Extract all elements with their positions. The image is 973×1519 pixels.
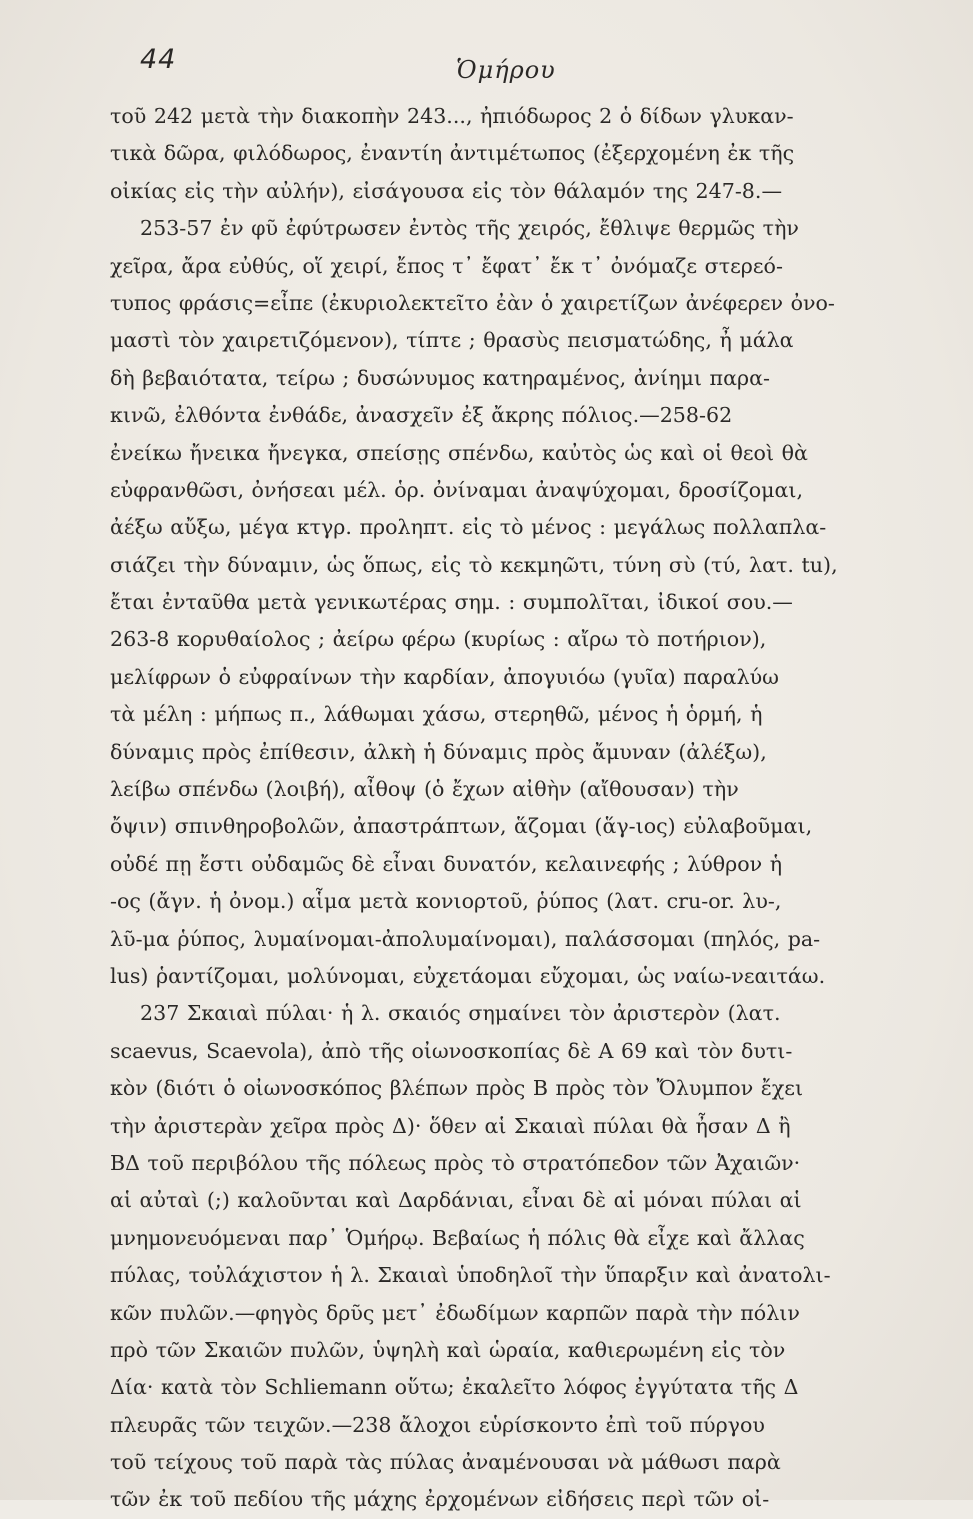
text-line: λείβω σπένδω (λοιβή), αἶθοψ (ὁ ἔχων αἰθὴν (αἴθουσαν) τὴν [110, 777, 739, 802]
text-line: οὐδέ πῃ ἔστι οὐδαμῶς δὲ εἶναι δυνατόν, κελαινεφής ; λύθρον ἡ [110, 851, 783, 876]
text-line: κινῶ, ἐλθόντα ἐνθάδε, ἀνασχεῖν ἐξ ἄκρης πόλιος.—258-62 [110, 403, 733, 428]
text-line: χεῖρα, ἄρα εὐθύς, οἵ χειρί, ἔπος τ᾽ ἔφατ᾽ ἔκ τ᾽ ὀνόμαζε στερεό- [110, 253, 783, 278]
text-line: 253-57 ἐν φῦ ἐφύτρωσεν ἐντὸς τῆς χειρός, ἔθλιψε θερμῶς τὴν [140, 216, 799, 241]
running-head: Ὁμήρου [456, 56, 556, 84]
commentary-text [110, 98, 870, 1519]
text-line: Δία· κατὰ τὸν Schliemann οὕτω; ἐκαλεῖτο λόφος ἐγγύτατα τῆς Δ [110, 1375, 799, 1400]
text-line: δὴ βεβαιότατα, τείρω ; δυσώνυμος κατηραμένος, ἀνίημι παρα- [110, 365, 770, 390]
text-line: δύναμις πρὸς ἐπίθεσιν, ἀλκὴ ἡ δύναμις πρὸς ἄμυναν (ἀλέξω), [110, 739, 767, 764]
text-line: αἱ αὐταὶ (;) καλοῦνται καὶ Δαρδάνιαι, εἶναι δὲ αἱ μόναι πύλαι αἱ [110, 1188, 802, 1213]
text-line: ἐνείκω ἤνεικα ἤνεγκα, σπείσῃς σπένδω, καὐτὸς ὡς καὶ οἱ θεοὶ θὰ [110, 440, 808, 465]
text-line: ἀέξω αὔξω, μέγα κτγρ. προληπτ. εἰς τὸ μένος : μεγάλως πολλαπλα- [110, 515, 827, 540]
text-line: 263-8 κορυθαίολος ; ἀείρω φέρω (κυρίως : αἴρω τὸ ποτήριον), [110, 627, 767, 652]
text-line: κῶν πυλῶν.—φηγὸς δρῦς μετ᾽ ἐδωδίμων καρπῶν παρὰ τὴν πόλιν [110, 1300, 800, 1325]
text-line: τυπος φράσις=εἶπε (ἐκυριολεκτεῖτο ἐὰν ὁ χαιρετίζων ἀνέφερεν ὀνο- [110, 290, 835, 315]
text-line: ἔται ἐνταῦθα μετὰ γενικωτέρας σημ. : συμπολῖται, ἰδικοί σου.— [110, 590, 793, 615]
text-line: λῦ-μα ῥύπος, λυμαίνομαι-ἀπολυμαίνομαι), παλάσσομαι (πηλός, pa- [110, 926, 821, 951]
text-line: μνημονευόμεναι παρ᾽ Ὁμήρῳ. Βεβαίως ἡ πόλις θὰ εἶχε καὶ ἄλλας [110, 1225, 805, 1250]
text-line: τικὰ δῶρα, φιλόδωρος, ἐναντίη ἀντιμέτωπος (ἐξερχομένη ἐκ τῆς [110, 141, 795, 166]
text-line: ΒΔ τοῦ περιβόλου τῆς πόλεως πρὸς τὸ στρατόπεδον τῶν Ἀχαιῶν· [110, 1150, 801, 1175]
text-line: τῶν ἐκ τοῦ πεδίου τῆς μάχης ἐρχομένων εἰδήσεις περὶ τῶν οἰ- [110, 1487, 770, 1512]
text-line: μαστὶ τὸν χαιρετιζόμενον), τίπτε ; θρασὺς πεισματώδης, ἦ μάλα [110, 328, 794, 353]
text-line: τὰ μέλη : μήπως π., λάθωμαι χάσω, στερηθῶ, μένος ἡ ὁρμή, ἡ [110, 702, 763, 727]
text-line: κὸν (διότι ὁ οἰωνοσκόπος βλέπων πρὸς Β πρὸς τὸν Ὄλυμπον ἔχει [110, 1076, 804, 1101]
text-line: μελίφρων ὁ εὐφραίνων τὴν καρδίαν, ἀπογυιόω (γυῖα) παραλύω [110, 664, 779, 689]
text-line: -ος (ἄγν. ἡ ὀνομ.) αἷμα μετὰ κονιορτοῦ, ῥύπος (λατ. cru-or. λυ-, [110, 889, 782, 914]
text-line: σιάζει τὴν δύναμιν, ὡς ὅπως, εἰς τὸ κεκμηῶτι, τύνη σὺ (τύ, λατ. tu), [110, 552, 838, 577]
text-line: πρὸ τῶν Σκαιῶν πυλῶν, ὑψηλὴ καὶ ὡραία, καθιερωμένη εἰς τὸν [110, 1337, 786, 1362]
text-line: πλευρᾶς τῶν τειχῶν.—238 ἄλοχοι εὑρίσκοντο ἐπὶ τοῦ πύργου [110, 1412, 765, 1437]
text-line: εὐφρανθῶσι, ὀνήσεαι μέλ. ὁρ. ὀνίναμαι ἀναψύχομαι, δροσίζομαι, [110, 477, 804, 502]
text-line: lus) ῥαντίζομαι, μολύνομαι, εὐχετάομαι εὔχομαι, ὡς ναίω-νεαιτάω. [110, 963, 826, 988]
text-line: τοῦ 242 μετὰ τὴν διακοπὴν 243..., ἠπιόδωρος 2 ὁ δίδων γλυκαν- [110, 104, 794, 128]
text-line: scaevus, Scaevola), ἀπὸ τῆς οἰωνοσκοπίας δὲ Α 69 καὶ τὸν δυτι- [110, 1038, 793, 1063]
text-line: τὴν ἀριστερὰν χεῖρα πρὸς Δ)· ὅθεν αἱ Σκαιαὶ πύλαι θὰ ἦσαν Δ ἢ [110, 1113, 791, 1138]
text-line: οἰκίας εἰς τὴν αὐλήν), εἰσάγουσα εἰς τὸν θάλαμόν της 247-8.— [110, 178, 783, 203]
text-line: πύλας, τοὐλάχιστον ἡ λ. Σκαιαὶ ὑποδηλοῖ τὴν ὕπαρξιν καὶ ἀνατολι- [110, 1263, 831, 1288]
text-line: 237 Σκαιαὶ πύλαι· ἡ λ. σκαιός σημαίνει τὸν ἀριστερὸν (λατ. [140, 1001, 781, 1026]
text-line: τοῦ τείχους τοῦ παρὰ τὰς πύλας ἀναμένουσαι νὰ μάθωσι παρὰ [110, 1450, 781, 1475]
page-number: 44 [140, 44, 177, 75]
text-line: ὄψιν) σπινθηροβολῶν, ἀπαστράπτων, ἅζομαι (ἅγ-ιος) εὐλαβοῦμαι, [110, 814, 813, 839]
